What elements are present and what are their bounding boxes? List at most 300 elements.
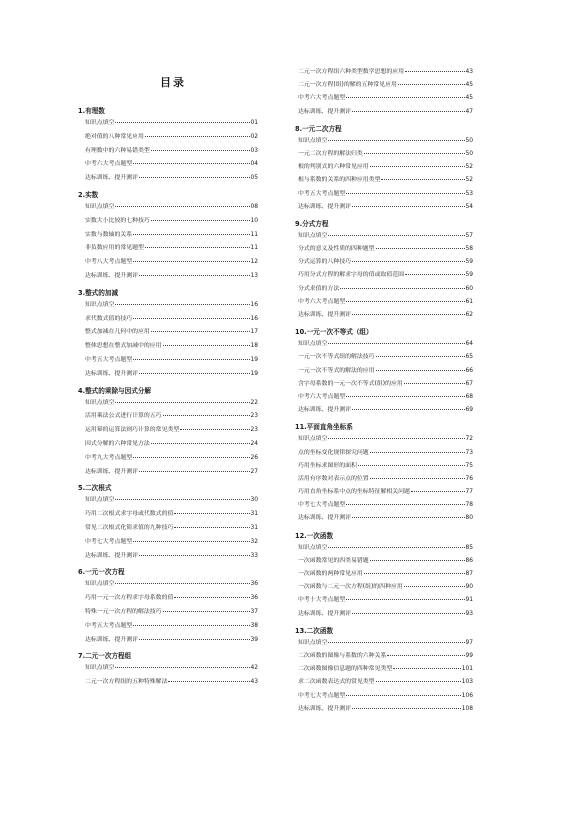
toc-entry-label: 绝对值的八种常见应用 — [85, 133, 144, 140]
toc-entry-page-number: 26 — [250, 454, 258, 461]
toc-entry-list — [78, 397, 258, 480]
toc-left-column — [78, 106, 258, 694]
toc-entry-page-number: 38 — [250, 622, 258, 629]
toc-entry-page-number: 67 — [465, 380, 473, 387]
toc-entry — [298, 512, 473, 525]
toc-entry-page-number: 12 — [250, 259, 258, 266]
toc-entry-label: 整式加减在几何中的应用 — [85, 329, 150, 336]
toc-entry-list — [295, 433, 473, 525]
toc-entry-list — [78, 578, 258, 647]
toc-entry-page-number: 24 — [250, 440, 258, 447]
dot-leader — [376, 356, 465, 357]
dot-leader — [370, 478, 465, 479]
toc-entry-label: 知识点填空 — [85, 120, 115, 126]
toc-entry-label: 知识点填空 — [85, 581, 115, 588]
toc-entry-page-number: 69 — [465, 407, 473, 414]
toc-entry — [298, 637, 473, 650]
toc-entry-label: 知识点填空 — [85, 399, 115, 406]
toc-entry-label: 达标训练、提升测评 — [85, 175, 139, 182]
dot-leader — [133, 457, 249, 458]
toc-entry-label: 二次函数的图像与系数的六种关系 — [298, 652, 387, 659]
toc-entry-label: 巧用分式方程的解求字母的值或取值范围 — [298, 272, 405, 279]
toc-entry — [85, 606, 258, 620]
toc-entry-page-number: 43 — [250, 679, 258, 686]
toc-entry — [298, 365, 473, 378]
dot-leader — [133, 163, 249, 164]
toc-entry-page-number: 45 — [465, 82, 473, 89]
toc-entry-page-number: 19 — [250, 356, 258, 363]
toc-section — [78, 386, 258, 480]
toc-entry-page-number: 62 — [465, 312, 473, 318]
toc-entry — [298, 703, 473, 716]
toc-entry-label: 二元一次方程组的五种特殊解法 — [85, 679, 168, 686]
section-heading: 10.一元一次不等式（组） — [295, 328, 373, 337]
dot-leader — [151, 220, 250, 221]
dot-leader — [115, 402, 249, 403]
toc-entry-page-number: 33 — [250, 552, 258, 559]
section-heading: 13.二次函数 — [295, 626, 334, 635]
toc-entry-label: 中考七大考点题型 — [85, 538, 133, 545]
toc-entry-label: 达标训练、提升测评 — [85, 636, 139, 643]
toc-entry-page-number: 31 — [250, 524, 258, 531]
dot-leader — [376, 681, 461, 682]
dot-leader — [346, 301, 464, 302]
toc-entry-page-number: 86 — [465, 557, 473, 564]
dot-leader — [376, 370, 465, 371]
toc-entry-page-number: 87 — [465, 571, 473, 577]
toc-entry-page-number: 91 — [465, 597, 473, 604]
dot-leader — [352, 206, 464, 207]
toc-entry-label: 二元一次方程组六种类型数学思想的应用 — [298, 69, 405, 75]
toc-entry — [298, 404, 473, 417]
toc-entry-page-number: 05 — [250, 175, 258, 182]
toc-entry-label: 求二次函数表达式的常见类型 — [298, 679, 375, 686]
dot-leader — [346, 193, 464, 194]
toc-entry-label: 中考七大考点题型 — [298, 692, 346, 699]
toc-entry-label: 知识点填空 — [85, 665, 115, 672]
toc-entry-list — [295, 135, 473, 214]
dot-leader — [133, 541, 249, 542]
toc-entry-page-number: 54 — [465, 203, 473, 210]
toc-entry-label: 含字母系数的一元一次不等式(组)的应用 — [298, 380, 403, 387]
toc-entry-label: 根的判别式的六种常见应用 — [298, 164, 369, 171]
toc-entry — [85, 172, 258, 186]
toc-entry-label: 一元一次不等式组的解法技巧 — [298, 354, 375, 361]
toc-entry-label: 实数与数轴的关系 — [85, 231, 133, 238]
toc-entry-list — [78, 299, 258, 382]
dot-leader — [133, 318, 249, 319]
toc-entry-label: 中考十大考点题型 — [298, 597, 346, 604]
section-heading: 9.分式方程 — [295, 219, 329, 228]
toc-entry-label: 知识点填空 — [85, 203, 115, 210]
page-title: 目录 — [160, 76, 186, 89]
toc-entry-label: 中考五大考点题型 — [298, 190, 346, 197]
toc-entry — [85, 452, 258, 466]
toc-section — [78, 567, 258, 647]
dot-leader — [404, 586, 465, 587]
toc-entry-page-number: 04 — [250, 161, 258, 168]
toc-entry-page-number: 36 — [250, 581, 258, 588]
toc-entry-page-number: 75 — [465, 462, 473, 469]
toc-entry-label: 知识点填空 — [298, 232, 328, 239]
dot-leader — [115, 667, 249, 668]
toc-entry — [298, 230, 473, 243]
toc-entry-label: 一次函数的两种常见应用 — [298, 571, 363, 577]
dot-leader — [346, 695, 461, 696]
toc-entry-page-number: 58 — [465, 246, 473, 253]
toc-entry-label: 知识点填空 — [298, 341, 328, 348]
toc-entry-label: 巧用坐标求图形的面积 — [298, 462, 357, 469]
toc-entry-page-number: 72 — [465, 436, 473, 443]
toc-entry — [298, 486, 473, 499]
toc-entry-page-number: 19 — [250, 370, 258, 377]
toc-section — [295, 422, 473, 525]
toc-entry-label: 活用有序数对表示点的位置 — [298, 475, 369, 482]
section-heading: 5.二次根式 — [78, 484, 112, 493]
dot-leader — [352, 517, 464, 518]
toc-section — [295, 531, 473, 621]
toc-entry-label: 中考五大考点题型 — [85, 356, 133, 363]
section-heading: 4.整式的乘除与因式分解 — [78, 386, 152, 395]
dot-leader — [115, 583, 249, 584]
toc-section — [78, 288, 258, 382]
toc-entry-page-number: 52 — [465, 177, 473, 184]
dot-leader — [370, 166, 465, 167]
toc-entry-page-number: 60 — [465, 285, 473, 292]
toc-section — [295, 219, 473, 322]
section-heading: 12.一次函数 — [295, 531, 334, 540]
toc-section — [295, 327, 473, 417]
dot-leader — [151, 150, 250, 151]
toc-entry-label: 中考六大考点题型 — [298, 95, 346, 102]
dot-leader — [340, 288, 464, 289]
toc-entry — [298, 92, 473, 105]
toc-entry — [298, 378, 473, 391]
toc-entry-label: 达标训练、提升测评 — [298, 108, 352, 115]
toc-entry — [85, 117, 258, 131]
section-heading: 1.有理数 — [78, 107, 105, 115]
dot-leader — [139, 275, 249, 276]
dot-leader — [381, 179, 464, 180]
toc-section — [78, 483, 258, 563]
section-heading: 3.整式的加减 — [78, 288, 119, 297]
toc-entry — [298, 568, 473, 581]
toc-entry — [85, 145, 258, 159]
toc-entry-label: 中考八大考点题型 — [85, 259, 133, 266]
toc-entry-label: 中考六大考点题型 — [85, 161, 133, 168]
toc-section — [78, 190, 258, 284]
toc-entry-list — [295, 230, 473, 322]
toc-entry-label: 达标训练、提升测评 — [85, 468, 139, 475]
toc-entry — [298, 351, 473, 364]
dot-leader — [145, 247, 250, 248]
toc-entry — [298, 243, 473, 256]
toc-entry-label: 整体思想在整式加减中的应用 — [85, 343, 162, 350]
toc-entry-page-number: 30 — [250, 497, 258, 504]
toc-entry-label: 达标训练、提升测评 — [298, 203, 352, 210]
toc-entry-list — [78, 201, 258, 284]
toc-entry-page-number: 23 — [250, 413, 258, 420]
dot-leader — [328, 343, 464, 344]
toc-entry-page-number: 08 — [250, 203, 258, 210]
dot-leader — [115, 206, 249, 207]
dot-leader — [352, 261, 464, 262]
toc-entry-label: 达标训练、提升测评 — [298, 705, 352, 712]
toc-entry-page-number: 103 — [461, 679, 473, 686]
toc-section — [295, 626, 473, 716]
dot-leader — [364, 153, 465, 154]
toc-entry — [85, 508, 258, 522]
toc-entry-page-number: 17 — [250, 329, 258, 336]
toc-entry — [85, 662, 258, 676]
dot-leader — [346, 396, 464, 397]
toc-entry-label: 根与系数的关系的四种应用类型 — [298, 177, 381, 184]
toc-entry-page-number: 64 — [465, 341, 473, 348]
toc-entry-list — [295, 542, 473, 621]
toc-entry-page-number: 45 — [465, 95, 473, 102]
dot-leader — [174, 513, 249, 514]
dot-leader — [411, 491, 465, 492]
toc-entry-page-number: 18 — [250, 343, 258, 350]
toc-entry-page-number: 68 — [465, 393, 473, 400]
toc-entry — [85, 592, 258, 606]
toc-entry — [85, 299, 258, 313]
dot-leader — [139, 639, 249, 640]
toc-entry — [85, 201, 258, 215]
toc-entry-page-number: 53 — [465, 190, 473, 197]
toc-entry — [298, 174, 473, 187]
section-heading: 7.二元一次方程组 — [78, 652, 132, 661]
dot-leader — [346, 97, 464, 98]
toc-entry-label: 一次函数常见的四类易错题 — [298, 557, 369, 564]
toc-entry-page-number: 57 — [465, 232, 473, 239]
toc-entry — [298, 283, 473, 296]
toc-entry — [85, 256, 258, 270]
toc-entry-page-number: 93 — [465, 610, 473, 617]
toc-entry — [85, 550, 258, 564]
toc-section — [295, 124, 473, 214]
toc-entry-label: 知识点填空 — [298, 639, 328, 646]
toc-entry-label: 分式求值的方法 — [298, 285, 340, 292]
dot-leader — [115, 499, 249, 500]
toc-entry — [298, 608, 473, 621]
toc-entry-page-number: 90 — [465, 584, 473, 591]
toc-entry — [298, 690, 473, 703]
toc-entry-label: 中考九大考点题型 — [85, 454, 133, 461]
dot-leader — [398, 84, 465, 85]
toc-entry-label: 巧用一元一次方程求字母系数的值 — [85, 595, 174, 602]
toc-entry — [298, 256, 473, 269]
toc-entry-page-number: 11 — [250, 231, 258, 238]
toc-entry — [298, 66, 473, 79]
toc-entry-label: 知识点填空 — [298, 137, 328, 144]
dot-leader — [404, 383, 465, 384]
dot-leader — [163, 415, 250, 416]
toc-entry-label: 知识点填空 — [85, 497, 115, 504]
toc-entry-page-number: 02 — [250, 133, 258, 140]
toc-entry — [85, 131, 258, 145]
toc-entry-label: 达标训练、提升测评 — [85, 370, 139, 377]
toc-entry-label: 达标训练、提升测评 — [85, 272, 139, 279]
toc-entry-label: 活用乘法公式进行计算的五巧 — [85, 413, 162, 420]
toc-entry-label: 二元一次方程(组)的解的五种常见应用 — [298, 82, 397, 89]
dot-leader — [393, 668, 461, 669]
dot-leader — [174, 597, 249, 598]
toc-entry-page-number: 11 — [250, 245, 258, 252]
dot-leader — [180, 429, 249, 430]
dot-leader — [139, 471, 249, 472]
toc-entry — [298, 269, 473, 282]
toc-entry-page-number: 37 — [250, 608, 258, 615]
toc-entry-label: 运用幂的运算法则巧计算的常见类型 — [85, 427, 180, 434]
toc-entry-page-number: 16 — [250, 315, 258, 322]
toc-entry — [85, 313, 258, 327]
toc-entry — [298, 555, 473, 568]
toc-entry-list — [78, 494, 258, 563]
dot-leader — [370, 560, 465, 561]
toc-entry-label: 一次函数与二元一次方程(组)的四种应用 — [298, 584, 403, 591]
toc-entry-label: 二次函数图像信息题的四种常见类型 — [298, 666, 393, 673]
toc-entry — [298, 663, 473, 676]
toc-entry-page-number: 59 — [465, 272, 473, 279]
toc-entry-page-number: 50 — [465, 150, 473, 157]
toc-entry — [298, 473, 473, 486]
toc-entry-page-number: 27 — [250, 468, 258, 475]
section-heading: 2.实数 — [78, 190, 99, 199]
toc-entry-page-number: 22 — [250, 399, 258, 406]
toc-entry — [85, 397, 258, 411]
dot-leader — [352, 314, 464, 315]
toc-entry — [298, 338, 473, 351]
toc-entry-list — [78, 117, 258, 186]
toc-entry — [85, 466, 258, 480]
toc-entry — [85, 340, 258, 354]
toc-entry — [85, 270, 258, 284]
toc-entry-label: 实数大小比较的七种技巧 — [85, 217, 150, 224]
toc-entry-label: 中考七大考点题型 — [298, 502, 346, 509]
toc-entry — [298, 161, 473, 174]
toc-entry-list — [295, 66, 473, 119]
toc-entry-label: 中考六大考点题型 — [298, 393, 346, 400]
toc-entry-label: 常见二次根式化简求值的九种技巧 — [85, 524, 174, 531]
dot-leader — [139, 373, 249, 374]
toc-entry — [298, 650, 473, 663]
toc-entry-label: 达标训练、提升测评 — [298, 407, 352, 414]
dot-leader — [352, 409, 464, 410]
toc-entry-label: 点的坐标变化规律探究问题 — [298, 449, 369, 456]
toc-entry — [85, 424, 258, 438]
toc-entry — [85, 620, 258, 634]
toc-entry — [85, 410, 258, 424]
toc-entry — [298, 499, 473, 512]
toc-entry — [298, 79, 473, 92]
dot-leader — [151, 331, 250, 332]
dot-leader — [352, 111, 464, 112]
toc-entry — [85, 536, 258, 550]
toc-entry — [85, 229, 258, 243]
toc-entry-label: 有理数中的六种易错类型 — [85, 147, 150, 154]
section-heading: 6.一元一次方程 — [78, 568, 125, 577]
toc-entry-page-number: 61 — [465, 298, 473, 305]
dot-leader — [133, 234, 249, 235]
toc-entry — [298, 201, 473, 214]
toc-entry-label: 中考六大考点题型 — [298, 298, 346, 305]
toc-entry-label: 分式的意义及性质的四种题型 — [298, 246, 375, 253]
toc-entry-label: 特殊一元一次方程的解法技巧 — [85, 608, 162, 615]
toc-entry-page-number: 47 — [465, 108, 473, 115]
dot-leader — [358, 465, 465, 466]
toc-entry-page-number: 76 — [465, 475, 473, 482]
dot-leader — [139, 555, 249, 556]
toc-entry-page-number: 43 — [465, 69, 473, 75]
toc-entry-label: 达标训练、提升测评 — [298, 515, 352, 522]
toc-entry-label: 知识点填空 — [298, 544, 328, 551]
dot-leader — [405, 274, 464, 275]
dot-leader — [405, 71, 464, 72]
dot-leader — [133, 625, 249, 626]
toc-entry-page-number: 66 — [465, 367, 473, 374]
toc-entry-list — [295, 338, 473, 417]
toc-entry — [298, 135, 473, 148]
toc-entry — [298, 148, 473, 161]
toc-entry — [298, 106, 473, 119]
toc-entry-label: 因式分解的六种常见方法 — [85, 440, 150, 447]
toc-entry — [298, 460, 473, 473]
toc-entry-page-number: 50 — [465, 137, 473, 144]
dot-leader — [115, 122, 249, 123]
toc-entry-label: 达标训练、提升测评 — [298, 312, 352, 318]
toc-entry-label: 一元一次不等式的解法的应用 — [298, 367, 375, 374]
dot-leader — [364, 573, 465, 574]
section-heading: 11.平面直角坐标系 — [295, 423, 353, 432]
dot-leader — [174, 527, 249, 528]
toc-entry-page-number: 77 — [465, 489, 473, 496]
toc-entry-page-number: 42 — [250, 665, 258, 672]
dot-leader — [352, 708, 461, 709]
dot-leader — [376, 248, 465, 249]
toc-entry — [85, 494, 258, 508]
toc-entry-page-number: 52 — [465, 164, 473, 171]
dot-leader — [139, 177, 249, 178]
dot-leader — [115, 304, 249, 305]
toc-entry — [85, 676, 258, 690]
toc-entry — [85, 242, 258, 256]
toc-entry — [85, 522, 258, 536]
toc-entry — [298, 676, 473, 689]
toc-entry-page-number: 73 — [465, 449, 473, 456]
toc-entry — [85, 354, 258, 368]
toc-entry — [298, 188, 473, 201]
toc-entry-page-number: 85 — [465, 544, 473, 551]
dot-leader — [328, 438, 464, 439]
toc-entry — [85, 326, 258, 340]
toc-entry-page-number: 106 — [461, 692, 473, 699]
dot-leader — [145, 136, 250, 137]
toc-entry-label: 巧用二次根式求字母或代数式的值 — [85, 511, 174, 518]
toc-right-column — [295, 66, 473, 721]
dot-leader — [328, 235, 464, 236]
toc-section — [295, 66, 473, 119]
toc-entry — [298, 309, 473, 322]
toc-entry-page-number: 32 — [250, 538, 258, 545]
toc-entry-page-number: 101 — [461, 666, 473, 673]
toc-entry-page-number: 36 — [250, 595, 258, 602]
toc-entry-label: 巧用直角坐标系中点的坐标特征解相关问题 — [298, 489, 410, 496]
dot-leader — [370, 452, 465, 453]
dot-leader — [328, 642, 464, 643]
toc-entry-page-number: 03 — [250, 147, 258, 154]
dot-leader — [328, 140, 464, 141]
